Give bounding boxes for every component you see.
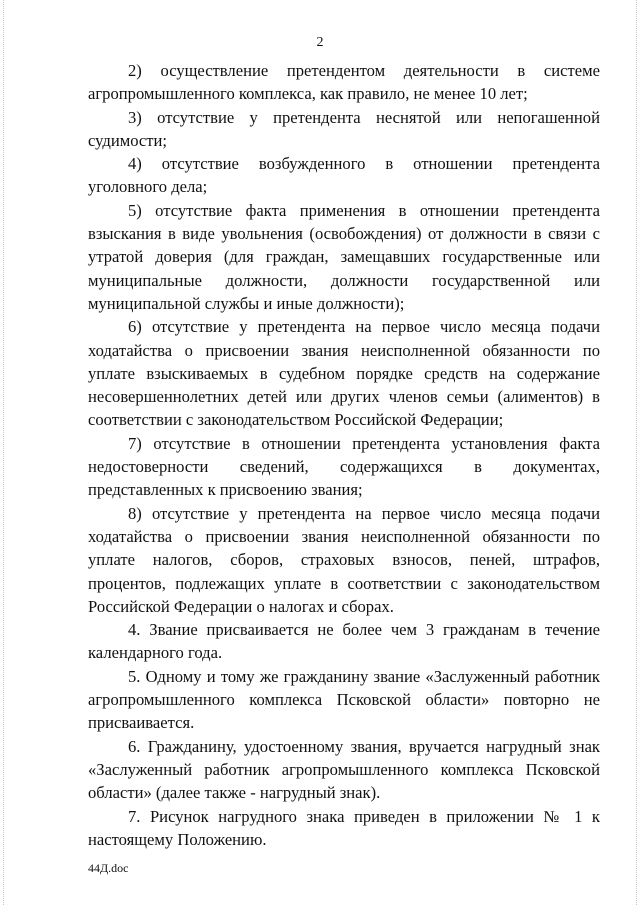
scan-edge-right [636, 0, 637, 905]
document-body [88, 59, 600, 851]
paragraph-item-2: 2) осуществление претендентом деятельности в системе агропромышленного комплекса, как правило, не менее 10 лет; [88, 61, 600, 104]
paragraph-item-7: 7) отсутствие в отношении претендента установления факта недостоверности сведений, содержащихся в документах, представленных к присвоению звания; [88, 433, 600, 500]
paragraph-item-6: 6) отсутствие у претендента на первое число месяца подачи ходатайства о присвоении звания неисполненной обязанности по уплате взыскиваемых в судебном порядке средств на содержание несовершеннолетних детей или других членов семьи (алиментов) в соответствии с законодательством Российской Федерации; [88, 317, 600, 430]
paragraph-clause-6: 6. Гражданину, удостоенному звания, вручается нагрудный знак «Заслуженный работник агропромышленного комплекса Псковской области» (далее также - нагрудный знак). [88, 736, 600, 803]
scan-edge-left [3, 0, 4, 905]
paragraph-item-8: 8) отсутствие у претендента на первое число месяца подачи ходатайства о присвоении звания неисполненной обязанности по уплате налогов, сборов, страховых взносов, пеней, штрафов, процентов, подлежащих уплате в соответствии с законодательством Российской Федерации о налогах и сборах. [88, 503, 600, 616]
paragraph-item-5: 5) отсутствие факта применения в отношении претендента взыскания в виде увольнения (освобождения) от должности в связи с утратой доверия (для граждан, замещавших государственные или муниципальные должности, должности государственной или муниципальной службы и иные должности); [88, 200, 600, 313]
paragraph-clause-7: 7. Рисунок нагрудного знака приведен в приложении № 1 к настоящему Положению. [88, 806, 600, 849]
paragraph-item-4: 4) отсутствие возбужденного в отношении претендента уголовного дела; [88, 154, 600, 197]
paragraph-item-3: 3) отсутствие у претендента неснятой или непогашенной судимости; [88, 107, 600, 150]
paragraph-clause-4: 4. Звание присваивается не более чем 3 гражданам в течение календарного года. [88, 620, 600, 663]
page-number: 2 [316, 35, 324, 50]
paragraph-clause-5: 5. Одному и тому же гражданину звание «Заслуженный работник агропромышленного комплекса Псковской области» повторно не присваивается. [88, 666, 600, 733]
file-name-footer: 44Д.doc [88, 861, 129, 875]
